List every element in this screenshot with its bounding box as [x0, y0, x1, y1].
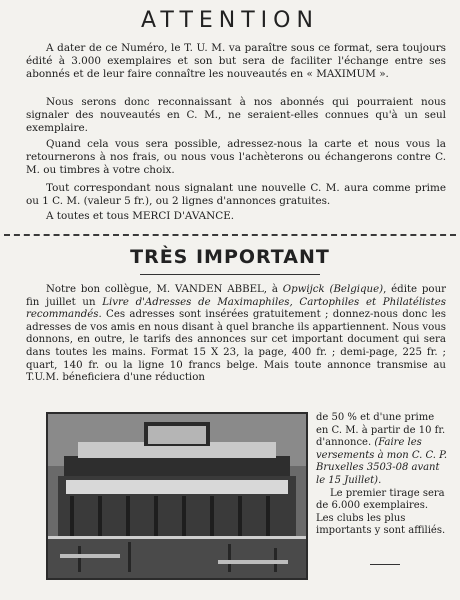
payment-note: (Faire les versements à mon C. C. P. Bruxelles 3503-08 avant le 15 Juillet). — [316, 437, 448, 486]
tres-important-body — [26, 284, 446, 385]
attention-paragraph-4: Tout correspondant nous signalant une nouvelle C. M. aura comme prime ou 1 C. M. (valeur 5 fr.), ou 2 lignes d'annonces gratuites. — [26, 182, 446, 207]
book-title: Livre d'Adresses de Maximaphiles, Cartophiles et Philatélistes recommandés — [26, 296, 446, 321]
place-name: Opwijck (Belgique) — [282, 284, 384, 295]
tres-important-heading: TRÈS IMPORTANT — [130, 246, 330, 268]
closing-rule — [370, 564, 400, 565]
side-text-b: Le premier tirage sera de 6.000 exemplaires. Les clubs les plus importants y sont affiliés. — [316, 487, 446, 537]
sidebar-note — [316, 412, 448, 538]
body-text-b: , édite pour fin juillet un — [26, 284, 447, 308]
building-photo-illustration — [48, 414, 306, 578]
attention-paragraph-2: Nous serons donc reconnaissant à nos abonnés qui pourraient nous signaler des nouveautés en C. M., ne seraient-elles connues qu'à un seul exemplaire. — [26, 96, 446, 134]
attention-paragraph-5: A toutes et tous MERCI D'AVANCE. — [46, 210, 235, 222]
body-text-a: Notre bon collègue, M. VANDEN ABBEL, à — [46, 284, 283, 295]
body-text-c: . Ces adresses sont insérées gratuitement ; donnez-nous donc les adresses de vos amis en nous disant à quel branche ils appartiennent. Nous vous donnons, en outre, le tarifs des annonces sur cet important document qui sera dans toutes les mains. Format 15 X 23, la page, 400 fr. ; demi-page, 225 fr. ; quart, 140 fr. ou la ligne 10 francs belge. Mais toute annonce transmise au T.U.M. béneficiera d'une réduction — [26, 309, 446, 384]
attention-paragraph-1: A dater de ce Numéro, le T. U. M. va paraître sous ce format, sera toujours édité à 3.000 exemplaires et son but sera de faciliter l'échange entre ses abonnés et de leur faire connaître les nouveautés en « MAXIMUM ». — [26, 42, 446, 80]
attention-heading: ATTENTION — [141, 8, 319, 33]
section-divider — [4, 234, 456, 236]
building-photo — [46, 412, 308, 580]
heading-underline — [140, 274, 320, 275]
attention-paragraph-3: Quand cela vous sera possible, adressez-nous la carte et nous vous la retournerons à nos frais, ou nous vous l'achèterons ou échangerons contre C. M. ou timbres à votre choix. — [26, 138, 446, 176]
side-text-a: de 50 % et d'une prime en C. M. à partir de 10 fr. d'annonce. — [316, 412, 446, 449]
